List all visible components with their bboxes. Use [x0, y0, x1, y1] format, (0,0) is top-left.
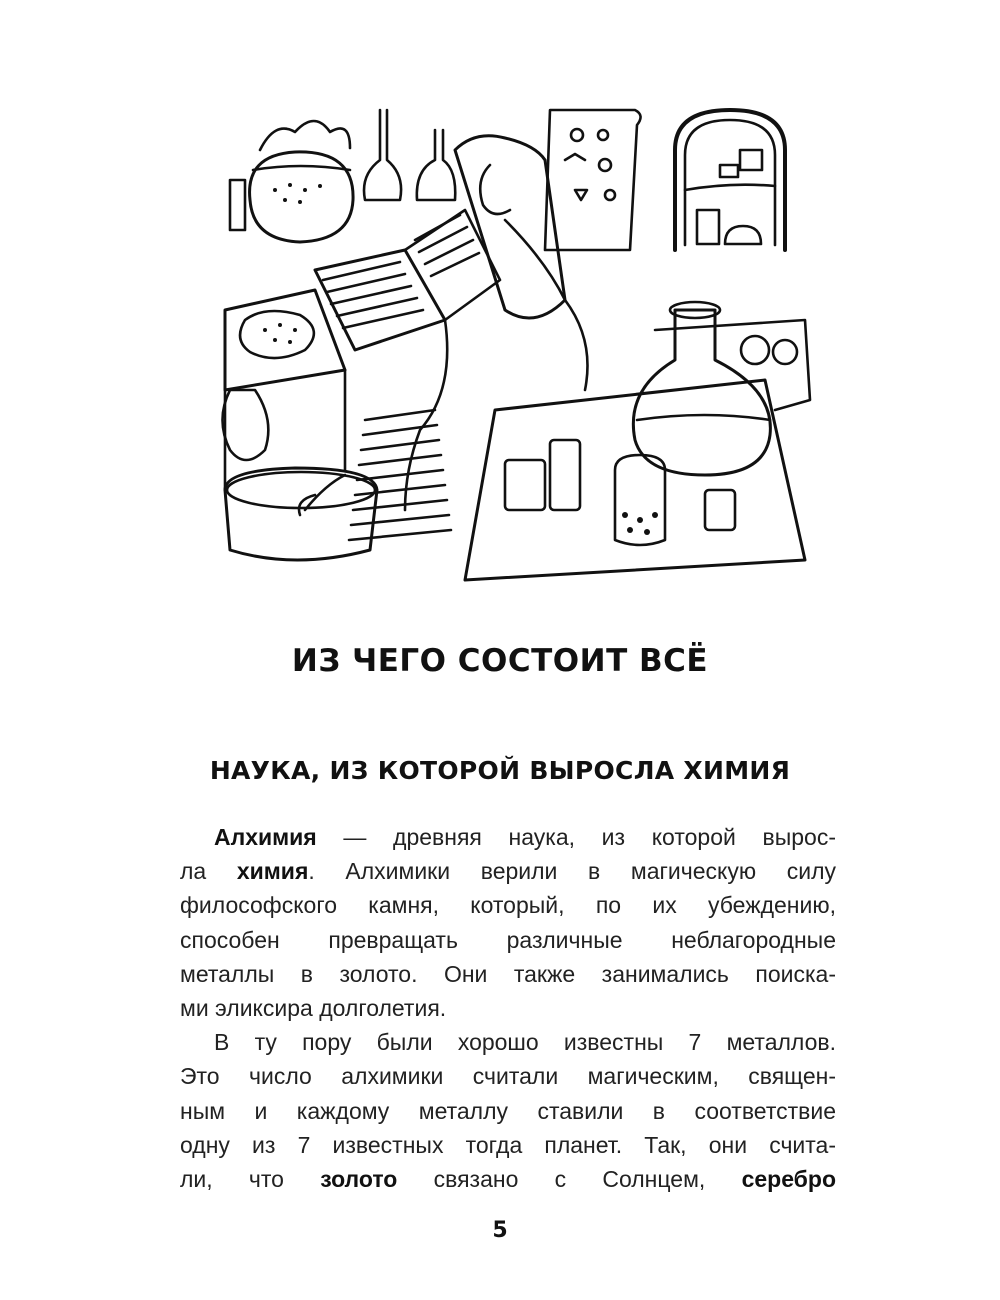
page-number: 5 [492, 1218, 508, 1243]
text-segment: связано с Солнцем, [397, 1166, 742, 1193]
chapter-title: ИЗ ЧЕГО СОСТОИТ ВСЁ [291, 643, 709, 679]
text-segment: ли, что [180, 1166, 321, 1193]
paragraph-1-line-4: способен превращать различные неблагородные [180, 926, 836, 953]
term-silver: серебро [741, 1166, 836, 1193]
paragraph-2-line-3: ным и каждому металлу ставили в соответствие [180, 1097, 836, 1124]
paragraph-2-line-2: Это число алхимики считали магическим, священ- [180, 1063, 836, 1090]
alchemist-illustration [205, 90, 815, 590]
text-segment: . Алхимики верили в магическую силу [308, 858, 836, 885]
paragraph-1-line-1 [180, 820, 836, 854]
term-chemistry: химия [236, 858, 309, 885]
paragraph-2-line-4: одну из 7 известных тогда планет. Так, они счита- [180, 1131, 836, 1158]
body-text [180, 820, 836, 1196]
text-segment: ла [180, 858, 237, 885]
term-alchemy: Алхимия [214, 824, 317, 850]
term-gold: золото [320, 1166, 398, 1193]
paragraph-1-line-5: металлы в золото. Они также занимались поиска- [180, 960, 836, 987]
text-segment: — древняя наука, из которой вырос- [316, 824, 836, 850]
section-title: НАУКА, ИЗ КОТОРОЙ ВЫРОСЛА ХИМИЯ [209, 756, 791, 785]
paragraph-2-line-1: В ту пору были хорошо известны 7 металлов. [214, 1029, 836, 1056]
paragraph-2-line-5 [180, 1162, 836, 1196]
paragraph-1-line-2 [180, 854, 836, 888]
paragraph-1-line-3: философского камня, который, по их убеждению, [180, 892, 836, 919]
paragraph-1-line-6: ми эликсира долголетия. [180, 995, 447, 1022]
